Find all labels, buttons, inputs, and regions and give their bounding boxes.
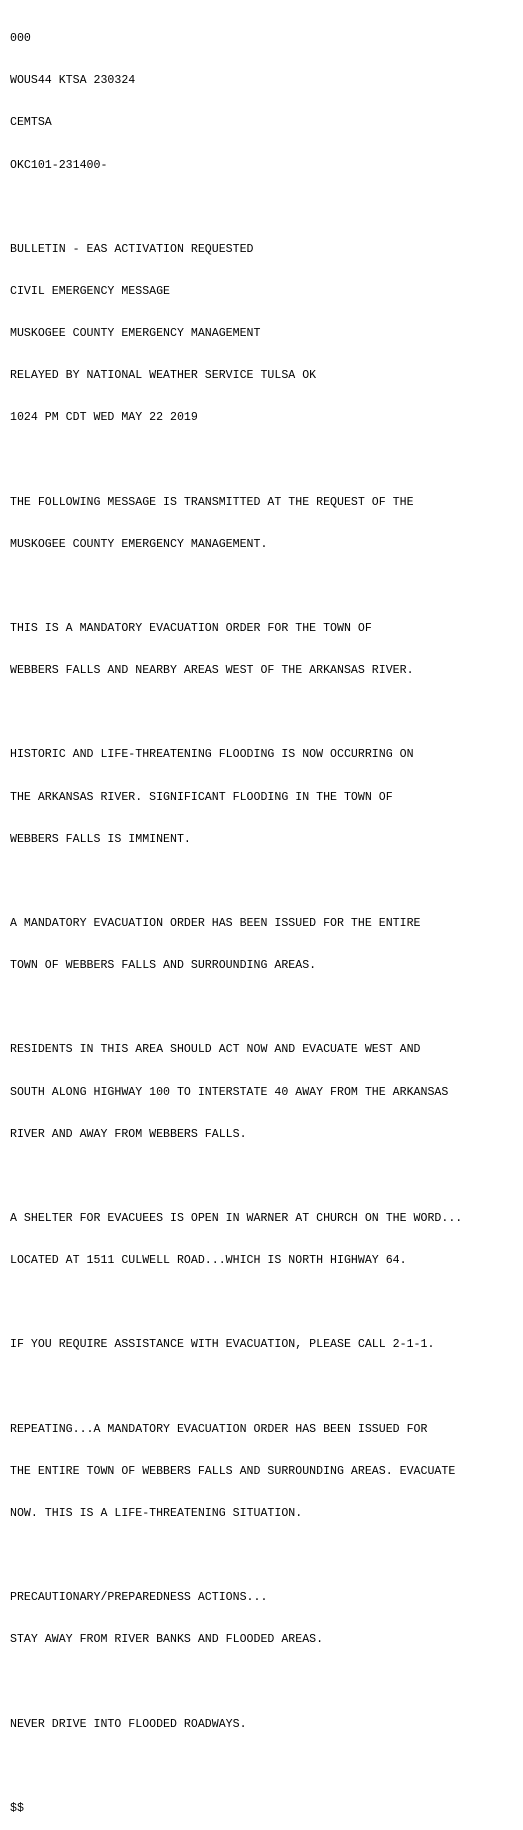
blank-line: [10, 1381, 462, 1395]
blank-line: [10, 1760, 462, 1774]
body-line: NEVER DRIVE INTO FLOODED ROADWAYS.: [10, 1717, 247, 1731]
body-line: LOCATED AT 1511 CULWELL ROAD...WHICH IS NORTH HIGHWAY 64.: [10, 1254, 407, 1268]
body-line: A SHELTER FOR EVACUEES IS OPEN IN WARNER AT CHURCH ON THE WORD...: [10, 1212, 463, 1226]
body-line: RIVER AND AWAY FROM WEBBERS FALLS.: [10, 1127, 247, 1141]
blank-line: [10, 454, 462, 468]
blank-line: [10, 1001, 462, 1015]
end-marker-line: $$: [10, 1802, 24, 1815]
blank-line: [10, 201, 462, 215]
body-line: THE ARKANSAS RIVER. SIGNIFICANT FLOODING IN THE TOWN OF: [10, 790, 393, 804]
body-line: TOWN OF WEBBERS FALLS AND SURROUNDING AREAS.: [10, 959, 317, 973]
body-line: MUSKOGEE COUNTY EMERGENCY MANAGEMENT.: [10, 537, 268, 551]
body-line: SOUTH ALONG HIGHWAY 100 TO INTERSTATE 40 AWAY FROM THE ARKANSAS: [10, 1085, 449, 1099]
body-line: RESIDENTS IN THIS AREA SHOULD ACT NOW AND EVACUATE WEST AND: [10, 1043, 421, 1057]
body-line: A MANDATORY EVACUATION ORDER HAS BEEN ISSUED FOR THE ENTIRE: [10, 917, 421, 931]
relay-line: RELAYED BY NATIONAL WEATHER SERVICE TULSA OK: [10, 369, 317, 383]
body-line: WEBBERS FALLS AND NEARBY AREAS WEST OF THE ARKANSAS RIVER.: [10, 664, 414, 678]
message-type-line: CIVIL EMERGENCY MESSAGE: [10, 284, 171, 298]
product-code-line: 000: [10, 32, 31, 46]
body-line: IF YOU REQUIRE ASSISTANCE WITH EVACUATION, PLEASE CALL 2-1-1.: [10, 1338, 435, 1352]
body-line: THE FOLLOWING MESSAGE IS TRANSMITTED AT THE REQUEST OF THE: [10, 495, 414, 509]
blank-line: [10, 706, 462, 720]
blank-line: [10, 1676, 462, 1690]
ugc-code-line: OKC101-231400-: [10, 158, 108, 172]
blank-line: [10, 1549, 462, 1563]
bulletin-text: [10, 4, 462, 1830]
body-line: NOW. THIS IS A LIFE-THREATENING SITUATION.: [10, 1507, 303, 1521]
blank-line: [10, 1296, 462, 1310]
issue-time-line: 1024 PM CDT WED MAY 22 2019: [10, 411, 198, 425]
blank-line: [10, 1170, 462, 1184]
body-line: THE ENTIRE TOWN OF WEBBERS FALLS AND SURROUNDING AREAS. EVACUATE: [10, 1464, 456, 1478]
body-line: THIS IS A MANDATORY EVACUATION ORDER FOR THE TOWN OF: [10, 622, 372, 636]
body-line: PRECAUTIONARY/PREPAREDNESS ACTIONS...: [10, 1591, 268, 1605]
body-line: REPEATING...A MANDATORY EVACUATION ORDER HAS BEEN ISSUED FOR: [10, 1422, 428, 1436]
body-line: WEBBERS FALLS IS IMMINENT.: [10, 832, 191, 846]
bulletin-header-line: BULLETIN - EAS ACTIVATION REQUESTED: [10, 242, 254, 256]
blank-line: [10, 875, 462, 889]
wmo-header-line: WOUS44 KTSA 230324: [10, 74, 136, 88]
issuing-agency-line: MUSKOGEE COUNTY EMERGENCY MANAGEMENT: [10, 327, 261, 341]
body-line: STAY AWAY FROM RIVER BANKS AND FLOODED AREAS.: [10, 1633, 324, 1647]
awips-id-line: CEMTSA: [10, 116, 52, 130]
body-line: HISTORIC AND LIFE-THREATENING FLOODING IS NOW OCCURRING ON: [10, 748, 414, 762]
blank-line: [10, 580, 462, 594]
